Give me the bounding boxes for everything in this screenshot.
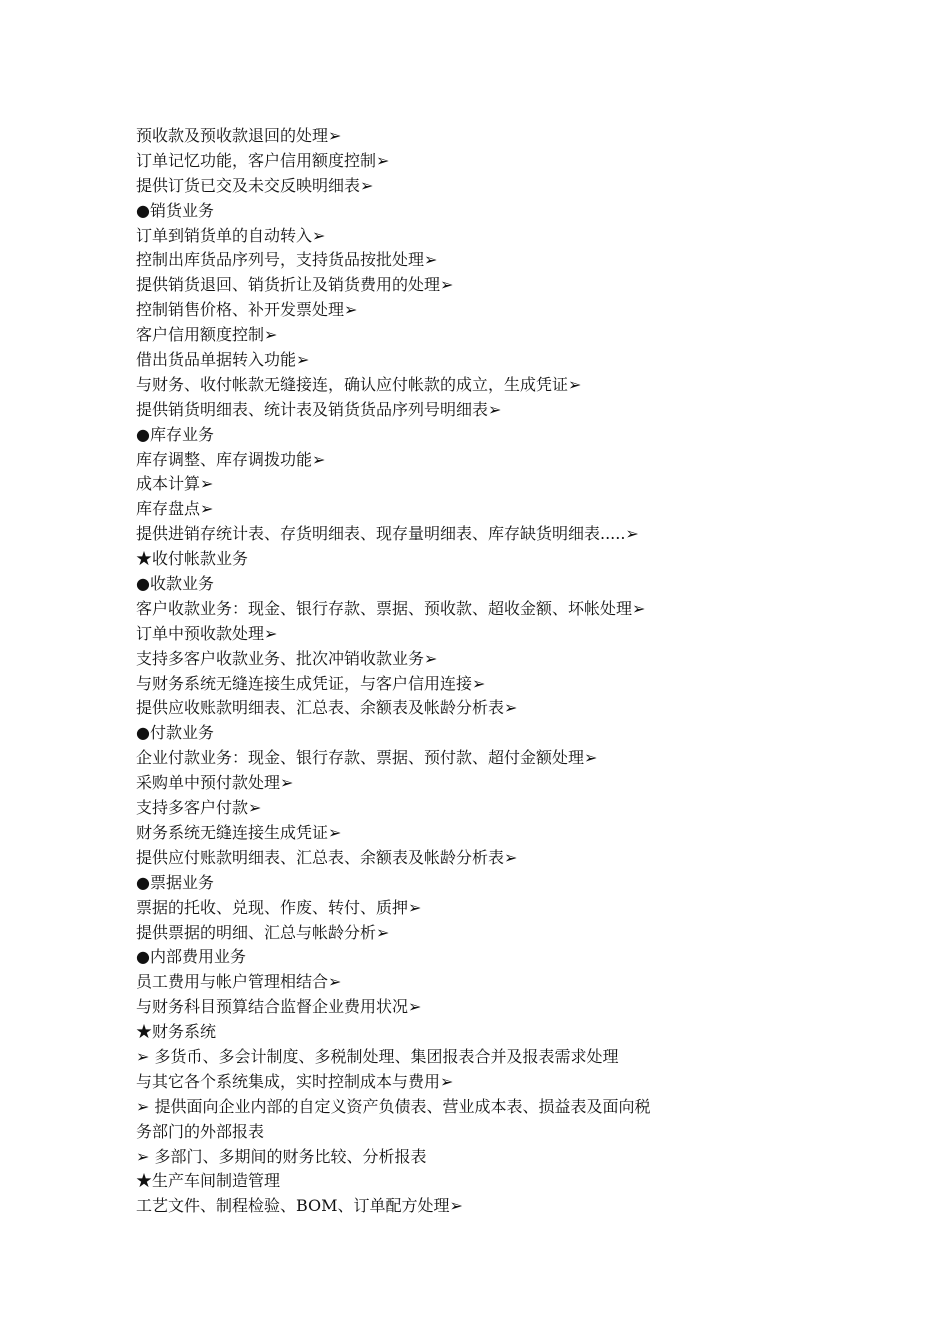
text-line: 控制出库货品序列号，支持货品按批处理➢ — [136, 250, 438, 270]
section-heading: ●销货业务 — [136, 200, 214, 220]
text-line: 票据的托收、兑现、作废、转付、质押➢ — [136, 897, 422, 917]
text-line: 员工费用与帐户管理相结合➢ — [136, 972, 342, 992]
section-heading: ●收款业务 — [136, 574, 214, 594]
section-heading: ●付款业务 — [136, 723, 214, 743]
section-heading: ●库存业务 — [136, 424, 214, 444]
text-line: ➢ 多部门、多期间的财务比较、分析报表 — [136, 1146, 427, 1166]
text-line: 提供销货退回、销货折让及销货费用的处理➢ — [136, 275, 454, 295]
text-line: 提供应收账款明细表、汇总表、余额表及帐龄分析表➢ — [136, 698, 518, 718]
text-line: 与财务科目预算结合监督企业费用状况➢ — [136, 997, 422, 1017]
text-line: ➢ 提供面向企业内部的自定义资产负债表、营业成本表、损益表及面向税 — [136, 1096, 651, 1116]
text-line: 预收款及预收款退回的处理➢ — [136, 126, 342, 145]
section-heading: ●内部费用业务 — [136, 947, 246, 967]
text-line: 与财务、收付帐款无缝接连，确认应付帐款的成立，生成凭证➢ — [136, 374, 582, 394]
text-line: 企业付款业务：现金、银行存款、票据、预付款、超付金额处理➢ — [136, 748, 598, 768]
text-line: 客户收款业务：现金、银行存款、票据、预收款、超收金额、坏帐处理➢ — [136, 598, 646, 618]
text-line: 客户信用额度控制➢ — [136, 325, 278, 345]
text-line: 订单中预收款处理➢ — [136, 623, 278, 643]
text-line: 订单记忆功能，客户信用额度控制➢ — [136, 150, 390, 170]
document-body — [136, 124, 736, 1219]
text-line: 订单到销货单的自动转入➢ — [136, 225, 326, 245]
text-line: 提供订货已交及未交反映明细表➢ — [136, 175, 374, 195]
section-heading: ●票据业务 — [136, 872, 214, 892]
text-line: 采购单中预付款处理➢ — [136, 773, 294, 793]
text-line: 与其它各个系统集成，实时控制成本与费用➢ — [136, 1071, 454, 1091]
text-line: 借出货品单据转入功能➢ — [136, 350, 310, 370]
text-line: 务部门的外部报表 — [136, 1121, 265, 1141]
text-line: 工艺文件、制程检验、BOM、订单配方处理➢ — [136, 1196, 463, 1216]
text-line: 与财务系统无缝连接生成凭证，与客户信用连接➢ — [136, 673, 486, 693]
text-line: 库存调整、库存调拨功能➢ — [136, 449, 326, 469]
text-line: ➢ 多货币、多会计制度、多税制处理、集团报表合并及报表需求处理 — [136, 1046, 619, 1066]
text-line: 提供销货明细表、统计表及销货货品序列号明细表➢ — [136, 399, 502, 419]
text-line: 财务系统无缝连接生成凭证➢ — [136, 822, 342, 842]
text-line: 成本计算➢ — [136, 474, 214, 494]
text-line: 支持多客户收款业务、批次冲销收款业务➢ — [136, 648, 438, 668]
text-line: 提供票据的明细、汇总与帐龄分析➢ — [136, 922, 390, 942]
chapter-heading: ★生产车间制造管理 — [136, 1171, 281, 1191]
text-line: 提供进销存统计表、存货明细表、现存量明细表、库存缺货明细表.....➢ — [136, 524, 639, 544]
text-line: 控制销售价格、补开发票处理➢ — [136, 300, 358, 320]
chapter-heading: ★收付帐款业务 — [136, 549, 249, 569]
text-line: 库存盘点➢ — [136, 499, 214, 519]
chapter-heading: ★财务系统 — [136, 1022, 217, 1042]
text-line: 支持多客户付款➢ — [136, 798, 262, 818]
text-line: 提供应付账款明细表、汇总表、余额表及帐龄分析表➢ — [136, 847, 518, 867]
